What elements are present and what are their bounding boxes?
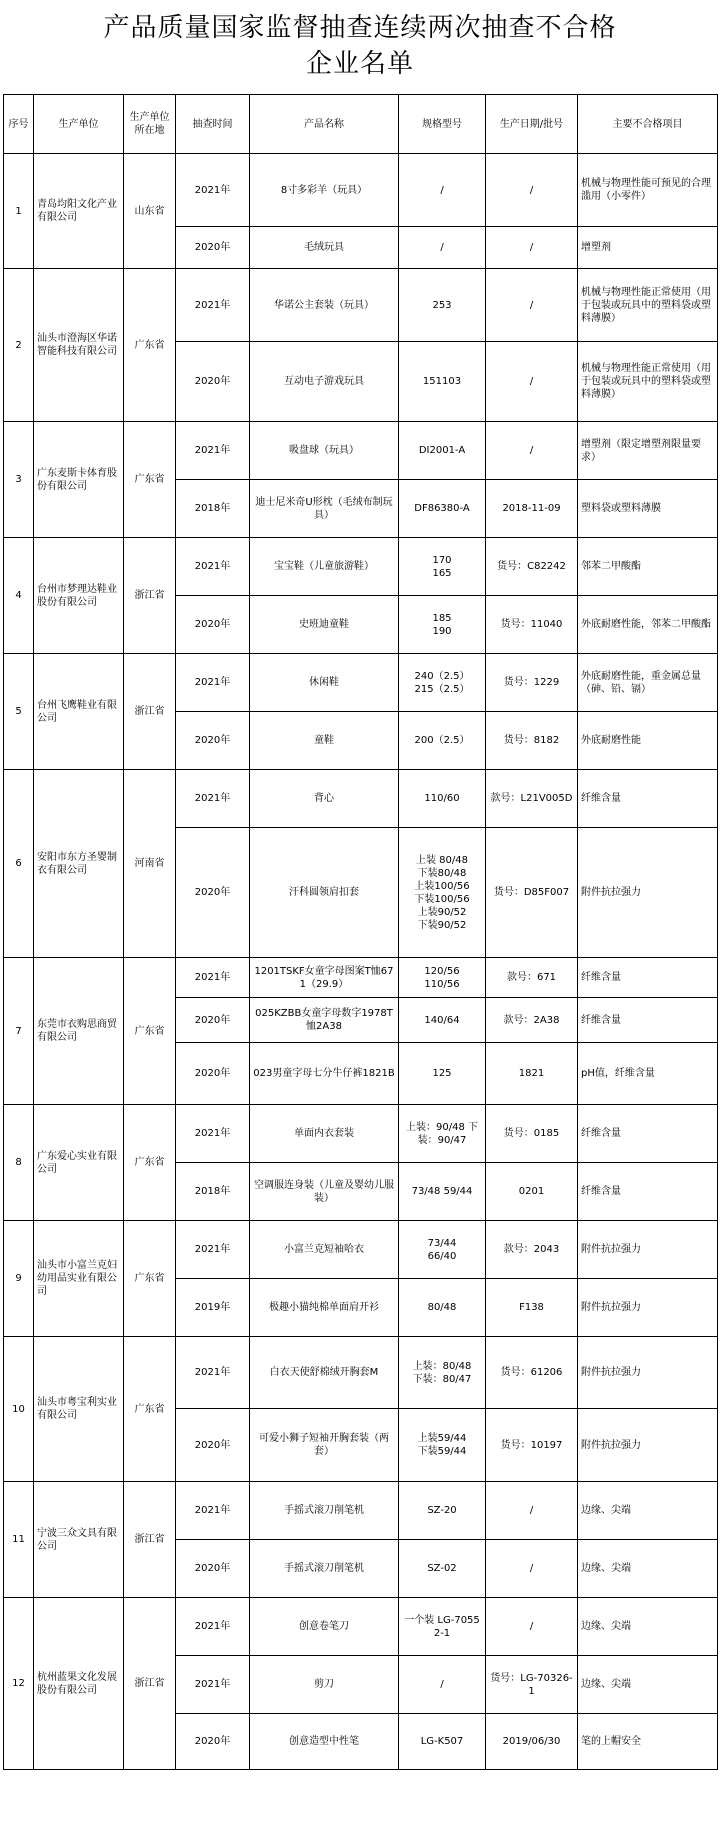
issue-cell: 纤维含量: [578, 1105, 718, 1163]
issue-cell: 增塑剂（限定增塑剂限量要求）: [578, 422, 718, 480]
batch-cell: 货号：1229: [486, 654, 578, 712]
product-cell: 童鞋: [250, 712, 399, 770]
year-cell: 2018年: [176, 480, 250, 538]
year-cell: 2021年: [176, 1221, 250, 1279]
product-cell: 可爱小狮子短袖开胸套装（两套）: [250, 1409, 399, 1482]
year-cell: 2021年: [176, 154, 250, 227]
year-cell: 2020年: [176, 1043, 250, 1105]
issue-cell: 外底耐磨性能，邻苯二甲酸酯: [578, 596, 718, 654]
company-no-cell: 10: [4, 1337, 34, 1482]
table-row: [4, 1105, 718, 1163]
table-body: [4, 154, 718, 1770]
spec-cell: 151103: [399, 342, 486, 422]
spec-cell: DI2001-A: [399, 422, 486, 480]
company-location-cell: 广东省: [124, 958, 176, 1105]
spec-cell: 170 165: [399, 538, 486, 596]
company-location-cell: 广东省: [124, 1105, 176, 1221]
spec-cell: /: [399, 227, 486, 269]
year-cell: 2020年: [176, 1409, 250, 1482]
product-cell: 1201TSKF女童字母图案T恤671（29.9）: [250, 958, 399, 998]
issue-cell: 附件抗拉强力: [578, 1221, 718, 1279]
issue-cell: 纤维含量: [578, 1163, 718, 1221]
year-cell: 2020年: [176, 227, 250, 269]
year-cell: 2020年: [176, 828, 250, 958]
year-cell: 2021年: [176, 538, 250, 596]
page-title: [0, 10, 720, 82]
spec-cell: 80/48: [399, 1279, 486, 1337]
issue-cell: 纤维含量: [578, 998, 718, 1043]
table-row: [4, 654, 718, 712]
spec-cell: 125: [399, 1043, 486, 1105]
batch-cell: /: [486, 269, 578, 342]
header-year: 抽查时间: [176, 95, 250, 154]
product-cell: 8寸多彩羊（玩具）: [250, 154, 399, 227]
batch-cell: 1821: [486, 1043, 578, 1105]
company-no-cell: 2: [4, 269, 34, 422]
table-row: [4, 1221, 718, 1279]
product-cell: 023男童字母七分牛仔裤1821B: [250, 1043, 399, 1105]
company-name-cell: 青岛均阳文化产业有限公司: [34, 154, 124, 269]
batch-cell: 款号：L21V005D: [486, 770, 578, 828]
product-cell: 互动电子游戏玩具: [250, 342, 399, 422]
product-cell: 白衣天使舒棉绒开胸套M: [250, 1337, 399, 1409]
year-cell: 2021年: [176, 269, 250, 342]
company-name-cell: 宁波三众文具有限公司: [34, 1482, 124, 1598]
company-no-cell: 8: [4, 1105, 34, 1221]
enterprise-table: [3, 94, 718, 1770]
company-location-cell: 广东省: [124, 1221, 176, 1337]
company-name-cell: 台州飞鹰鞋业有限公司: [34, 654, 124, 770]
spec-cell: 253: [399, 269, 486, 342]
company-no-cell: 12: [4, 1598, 34, 1770]
batch-cell: 货号：C82242: [486, 538, 578, 596]
issue-cell: 附件抗拉强力: [578, 1279, 718, 1337]
company-location-cell: 广东省: [124, 1337, 176, 1482]
company-name-cell: 汕头市粤宝利实业有限公司: [34, 1337, 124, 1482]
batch-cell: 货号：LG-70326-1: [486, 1656, 578, 1714]
spec-cell: DF86380-A: [399, 480, 486, 538]
year-cell: 2021年: [176, 770, 250, 828]
spec-cell: 上装 80/48 下装80/48 上装100/56 下装100/56 上装90/52 下装90/52: [399, 828, 486, 958]
table-row: [4, 154, 718, 227]
header-company: 生产单位: [34, 95, 124, 154]
spec-cell: 120/56 110/56: [399, 958, 486, 998]
spec-cell: 200（2.5）: [399, 712, 486, 770]
product-cell: 吸盘球（玩具）: [250, 422, 399, 480]
product-cell: 手摇式滚刀削笔机: [250, 1540, 399, 1598]
batch-cell: /: [486, 342, 578, 422]
year-cell: 2020年: [176, 1540, 250, 1598]
table-row: [4, 770, 718, 828]
year-cell: 2020年: [176, 342, 250, 422]
product-cell: 剪刀: [250, 1656, 399, 1714]
issue-cell: 机械与物理性能正常使用（用于包装或玩具中的塑料袋或塑料薄膜）: [578, 269, 718, 342]
issue-cell: 边缘、尖端: [578, 1482, 718, 1540]
issue-cell: 边缘、尖端: [578, 1598, 718, 1656]
batch-cell: 货号：0185: [486, 1105, 578, 1163]
batch-cell: /: [486, 227, 578, 269]
year-cell: 2021年: [176, 1482, 250, 1540]
title-line-1: 产品质量国家监督抽查连续两次抽查不合格: [103, 13, 617, 43]
title-line-2: 企业名单: [305, 49, 414, 79]
company-location-cell: 山东省: [124, 154, 176, 269]
batch-cell: 货号：D85F007: [486, 828, 578, 958]
batch-cell: F138: [486, 1279, 578, 1337]
table-row: [4, 269, 718, 342]
spec-cell: 110/60: [399, 770, 486, 828]
year-cell: 2021年: [176, 1105, 250, 1163]
issue-cell: 附件抗拉强力: [578, 1337, 718, 1409]
spec-cell: /: [399, 1656, 486, 1714]
product-cell: 小富兰克短袖哈衣: [250, 1221, 399, 1279]
issue-cell: 增塑剂: [578, 227, 718, 269]
batch-cell: /: [486, 1540, 578, 1598]
company-location-cell: 浙江省: [124, 1598, 176, 1770]
company-location-cell: 河南省: [124, 770, 176, 958]
spec-cell: SZ-20: [399, 1482, 486, 1540]
product-cell: 迪士尼米奇U形枕（毛绒布制玩具）: [250, 480, 399, 538]
year-cell: 2019年: [176, 1279, 250, 1337]
issue-cell: 机械与物理性能可预见的合理滥用（小零件）: [578, 154, 718, 227]
table-row: [4, 422, 718, 480]
company-name-cell: 东莞市衣购思商贸有限公司: [34, 958, 124, 1105]
company-location-cell: 浙江省: [124, 1482, 176, 1598]
spec-cell: 240（2.5） 215（2.5）: [399, 654, 486, 712]
company-name-cell: 广东麦斯卡体育股份有限公司: [34, 422, 124, 538]
spec-cell: LG-K507: [399, 1714, 486, 1770]
spec-cell: 185 190: [399, 596, 486, 654]
issue-cell: 机械与物理性能正常使用（用于包装或玩具中的塑料袋或塑料薄膜）: [578, 342, 718, 422]
spec-cell: 73/44 66/40: [399, 1221, 486, 1279]
product-cell: 单面内衣套装: [250, 1105, 399, 1163]
spec-cell: 一个装 LG-70552-1: [399, 1598, 486, 1656]
table-row: [4, 1598, 718, 1656]
table-row: [4, 958, 718, 998]
year-cell: 2021年: [176, 1337, 250, 1409]
product-cell: 极趣小猫纯棉单面肩开衫: [250, 1279, 399, 1337]
year-cell: 2020年: [176, 712, 250, 770]
batch-cell: /: [486, 422, 578, 480]
batch-cell: 款号：2043: [486, 1221, 578, 1279]
product-cell: 创意卷笔刀: [250, 1598, 399, 1656]
product-cell: 毛绒玩具: [250, 227, 399, 269]
company-no-cell: 4: [4, 538, 34, 654]
batch-cell: 货号：11040: [486, 596, 578, 654]
issue-cell: 笔的上帽安全: [578, 1714, 718, 1770]
company-no-cell: 7: [4, 958, 34, 1105]
spec-cell: 上装：90/48 下装：90/47: [399, 1105, 486, 1163]
table-row: [4, 1337, 718, 1409]
spec-cell: SZ-02: [399, 1540, 486, 1598]
company-no-cell: 11: [4, 1482, 34, 1598]
batch-cell: 2019/06/30: [486, 1714, 578, 1770]
company-name-cell: 安阳市东方圣婴制衣有限公司: [34, 770, 124, 958]
year-cell: 2021年: [176, 958, 250, 998]
year-cell: 2021年: [176, 1598, 250, 1656]
company-location-cell: 浙江省: [124, 538, 176, 654]
table-row: [4, 1482, 718, 1540]
batch-cell: /: [486, 154, 578, 227]
spec-cell: 140/64: [399, 998, 486, 1043]
spec-cell: /: [399, 154, 486, 227]
issue-cell: 纤维含量: [578, 958, 718, 998]
header-product: 产品名称: [250, 95, 399, 154]
batch-cell: /: [486, 1598, 578, 1656]
batch-cell: /: [486, 1482, 578, 1540]
product-cell: 025KZBB女童字母数字1978T恤2A38: [250, 998, 399, 1043]
company-location-cell: 浙江省: [124, 654, 176, 770]
product-cell: 宝宝鞋（儿童旅游鞋）: [250, 538, 399, 596]
batch-cell: 款号：671: [486, 958, 578, 998]
issue-cell: 边缘、尖端: [578, 1540, 718, 1598]
batch-cell: 款号：2A38: [486, 998, 578, 1043]
product-cell: 创意造型中性笔: [250, 1714, 399, 1770]
company-name-cell: 汕头市澄海区华诺智能科技有限公司: [34, 269, 124, 422]
issue-cell: 外底耐磨性能，重金属总量（砷、铅、镉）: [578, 654, 718, 712]
header-spec: 规格型号: [399, 95, 486, 154]
company-location-cell: 广东省: [124, 422, 176, 538]
product-cell: 空调服连身装（儿童及婴幼儿服装）: [250, 1163, 399, 1221]
year-cell: 2021年: [176, 654, 250, 712]
issue-cell: 纤维含量: [578, 770, 718, 828]
company-no-cell: 6: [4, 770, 34, 958]
company-name-cell: 广东爱心实业有限公司: [34, 1105, 124, 1221]
batch-cell: 2018-11-09: [486, 480, 578, 538]
year-cell: 2018年: [176, 1163, 250, 1221]
batch-cell: 0201: [486, 1163, 578, 1221]
batch-cell: 货号：10197: [486, 1409, 578, 1482]
table-header-row: [4, 95, 718, 154]
product-cell: 手摇式滚刀削笔机: [250, 1482, 399, 1540]
spec-cell: 上装59/44 下装59/44: [399, 1409, 486, 1482]
year-cell: 2021年: [176, 1656, 250, 1714]
header-issue: 主要不合格项目: [578, 95, 718, 154]
product-cell: 汗科圆领肩扣套: [250, 828, 399, 958]
company-location-cell: 广东省: [124, 269, 176, 422]
company-no-cell: 3: [4, 422, 34, 538]
issue-cell: 边缘、尖端: [578, 1656, 718, 1714]
header-no: 序号: [4, 95, 34, 154]
issue-cell: 附件抗拉强力: [578, 828, 718, 958]
batch-cell: 货号：8182: [486, 712, 578, 770]
product-cell: 华诺公主套装（玩具）: [250, 269, 399, 342]
product-cell: 休闲鞋: [250, 654, 399, 712]
company-name-cell: 台州市梦理达鞋业股份有限公司: [34, 538, 124, 654]
company-name-cell: 杭州蓝果文化发展股份有限公司: [34, 1598, 124, 1770]
batch-cell: 货号：61206: [486, 1337, 578, 1409]
product-cell: 史班迪童鞋: [250, 596, 399, 654]
header-location: 生产单位所在地: [124, 95, 176, 154]
issue-cell: 塑料袋或塑料薄膜: [578, 480, 718, 538]
year-cell: 2020年: [176, 596, 250, 654]
issue-cell: 邻苯二甲酸酯: [578, 538, 718, 596]
company-no-cell: 5: [4, 654, 34, 770]
product-cell: 背心: [250, 770, 399, 828]
company-no-cell: 9: [4, 1221, 34, 1337]
header-batch: 生产日期/批号: [486, 95, 578, 154]
year-cell: 2020年: [176, 998, 250, 1043]
issue-cell: 外底耐磨性能: [578, 712, 718, 770]
issue-cell: 附件抗拉强力: [578, 1409, 718, 1482]
table-row: [4, 538, 718, 596]
issue-cell: pH值，纤维含量: [578, 1043, 718, 1105]
company-name-cell: 汕头市小富兰克妇幼用品实业有限公司: [34, 1221, 124, 1337]
company-no-cell: 1: [4, 154, 34, 269]
year-cell: 2021年: [176, 422, 250, 480]
year-cell: 2020年: [176, 1714, 250, 1770]
spec-cell: 73/48 59/44: [399, 1163, 486, 1221]
spec-cell: 上装：80/48 下装：80/47: [399, 1337, 486, 1409]
